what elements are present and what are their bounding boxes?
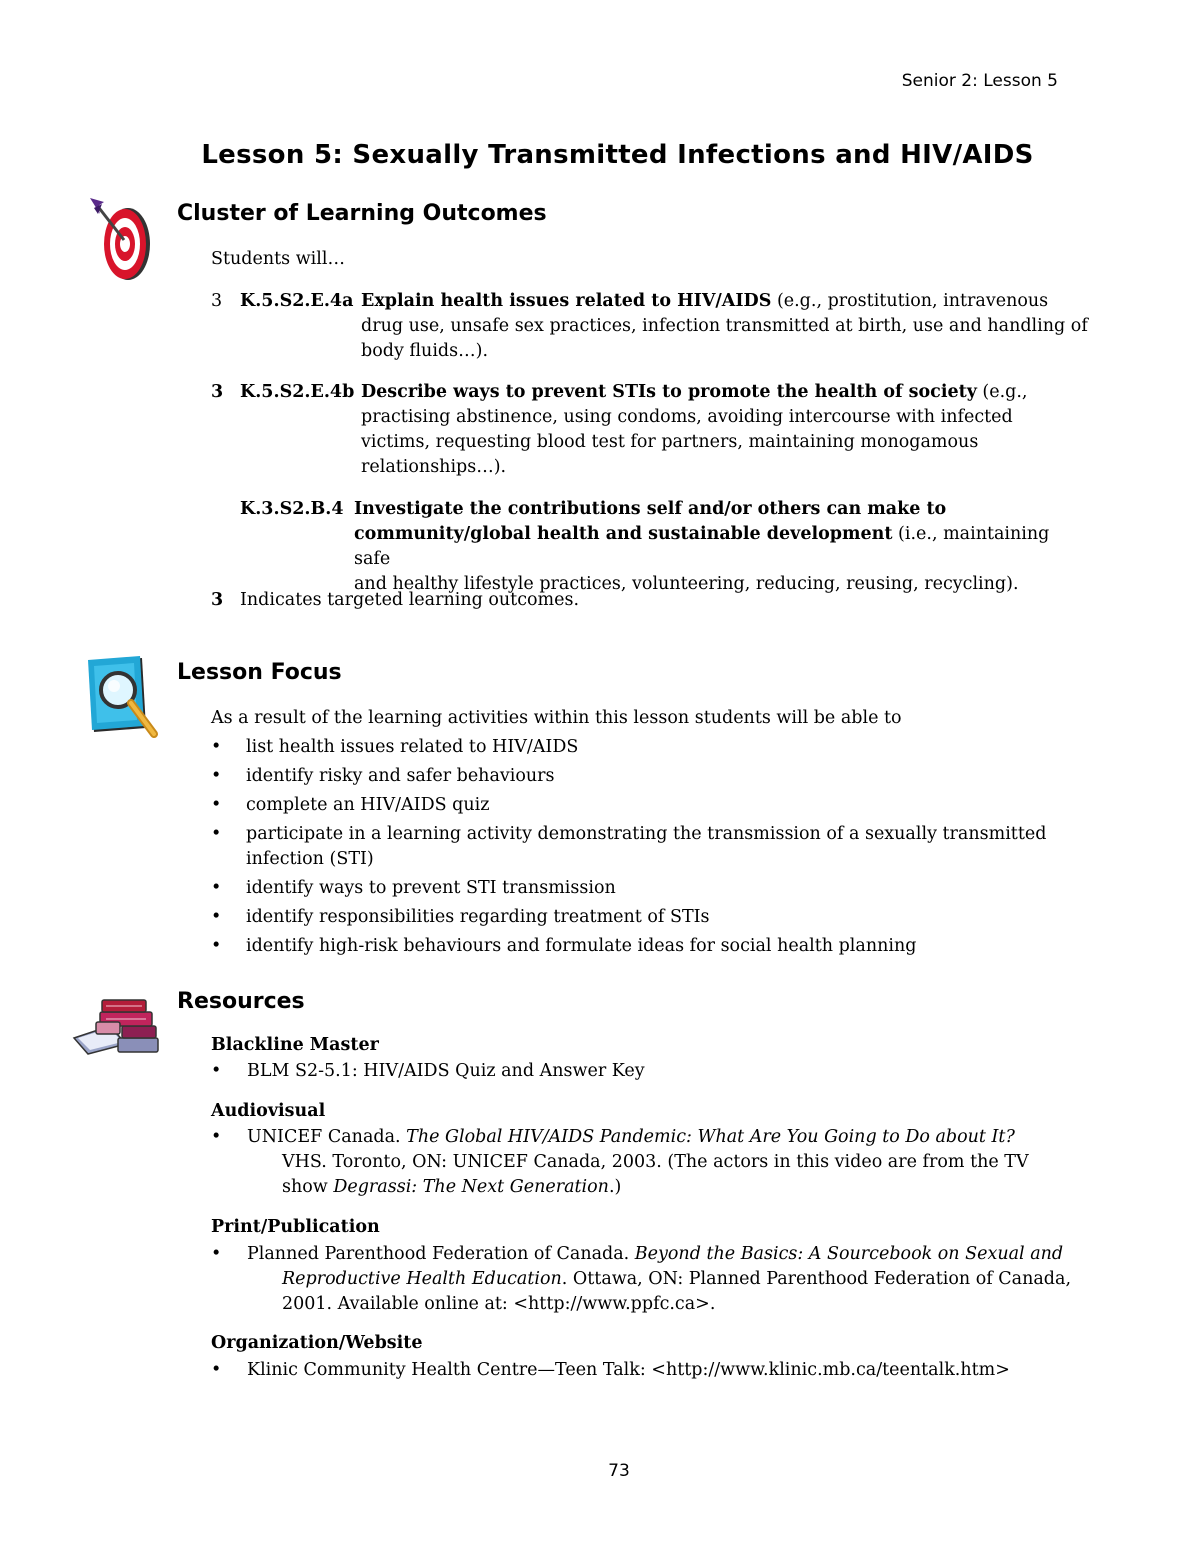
outcome-marker: 3: [211, 291, 223, 311]
resource-item: [211, 1358, 1071, 1383]
focus-intro: As a result of the learning activities within this lesson students will be able to: [211, 708, 902, 728]
resource-item: [211, 1125, 1071, 1200]
outcome-legend: [211, 588, 911, 613]
magnifying-glass-icon: [84, 656, 160, 740]
outcome-bold-text: Investigate the contributions self and/or others can make to: [354, 499, 947, 519]
resource-text: show: [282, 1177, 334, 1197]
print-heading: Print/Publication: [211, 1217, 380, 1237]
resources-heading: Resources: [177, 989, 305, 1014]
outcome-text: relationships…).: [361, 457, 507, 477]
bullet: •: [211, 936, 222, 956]
list-item: • list health issues related to HIV/AIDS: [211, 733, 1071, 762]
outcome-text: victims, requesting blood test for partners, maintaining monogamous: [361, 432, 979, 452]
running-header: Senior 2: Lesson 5: [901, 71, 1058, 91]
blackline-heading: Blackline Master: [211, 1035, 379, 1055]
bullet: •: [211, 824, 222, 844]
outcome-text: (e.g.,: [976, 382, 1028, 402]
bullet: •: [211, 907, 222, 927]
bullet: •: [211, 737, 222, 757]
outcome-text: drug use, unsafe sex practices, infection transmitted at birth, use and handling of: [361, 316, 1088, 336]
list-item: • identify high-risk behaviours and formulate ideas for social health planning: [211, 932, 1071, 961]
outcome-item: [211, 497, 1091, 597]
outcome-text: practising abstinence, using condoms, avoiding intercourse with infected: [361, 407, 1013, 427]
resource-text: Klinic Community Health Centre—Teen Talk: <http://www.klinic.mb.ca/teentalk.htm>: [247, 1360, 1010, 1380]
bullet: •: [211, 1360, 222, 1380]
bullet: •: [211, 878, 222, 898]
bullet: •: [211, 795, 222, 815]
outcome-marker: 3: [211, 382, 224, 402]
outcome-code: K.3.S2.B.4: [240, 499, 344, 519]
outcome-code: K.5.S2.E.4b: [240, 382, 355, 402]
organization-heading: Organization/Website: [211, 1333, 423, 1353]
focus-list: [211, 733, 1071, 961]
resource-text: . Ottawa, ON: Planned Parenthood Federation of Canada,: [561, 1269, 1072, 1289]
resource-text: UNICEF Canada.: [247, 1127, 407, 1147]
audiovisual-heading: Audiovisual: [211, 1101, 326, 1121]
outcome-item: [211, 380, 1091, 480]
resource-item: [211, 1059, 1071, 1084]
outcome-code: K.5.S2.E.4a: [240, 291, 354, 311]
outcome-text: (i.e., maintaining safe: [354, 524, 1050, 569]
resource-title: Reproductive Health Education: [282, 1269, 562, 1289]
focus-heading: Lesson Focus: [177, 660, 342, 685]
resource-title: The Global HIV/AIDS Pandemic: What Are You Going to Do about It?: [406, 1127, 1015, 1147]
list-item: • complete an HIV/AIDS quiz: [211, 791, 1071, 820]
resource-text: Planned Parenthood Federation of Canada.: [247, 1244, 635, 1264]
list-item: • participate in a learning activity demonstrating the transmission of a sexually transmitted infection (STI): [211, 824, 1047, 869]
resource-text: BLM S2-5.1: HIV/AIDS Quiz and Answer Key: [247, 1061, 645, 1081]
legend-marker: 3: [211, 590, 224, 610]
outcome-text: and healthy lifestyle practices, volunteering, reducing, reusing, recycling).: [354, 574, 1019, 594]
bullet: •: [211, 766, 222, 786]
outcomes-heading: Cluster of Learning Outcomes: [177, 201, 547, 226]
resource-title: Beyond the Basics: A Sourcebook on Sexual and: [634, 1244, 1064, 1264]
list-item: • identify ways to prevent STI transmission: [211, 874, 1071, 903]
outcome-text: body fluids…).: [361, 341, 489, 361]
page-title: Lesson 5: Sexually Transmitted Infections and HIV/AIDS: [201, 140, 1034, 170]
resource-item: [211, 1242, 1071, 1317]
bullet: •: [211, 1127, 222, 1147]
page-number: 73: [608, 1461, 630, 1481]
legend-text: Indicates targeted learning outcomes.: [240, 590, 580, 610]
outcome-bold-text: Describe ways to prevent STIs to promote the health of society: [361, 382, 977, 402]
outcomes-intro: Students will…: [211, 249, 345, 269]
outcome-item: [211, 289, 1091, 364]
outcome-bold-text: community/global health and sustainable development: [354, 524, 893, 544]
dart-target-icon: [88, 196, 158, 286]
resource-text: .): [608, 1177, 622, 1197]
list-item: • identify risky and safer behaviours: [211, 762, 1071, 791]
books-stack-icon: [70, 994, 162, 1056]
outcome-text: (e.g., prostitution, intravenous: [771, 291, 1049, 311]
resource-text: VHS. Toronto, ON: UNICEF Canada, 2003. (The actors in this video are from the TV: [282, 1152, 1029, 1172]
bullet: •: [211, 1061, 222, 1081]
bullet: •: [211, 1244, 222, 1264]
resource-text: 2001. Available online at: <http://www.ppfc.ca>.: [282, 1294, 716, 1314]
outcome-bold-text: Explain health issues related to HIV/AIDS: [361, 291, 772, 311]
resource-title: Degrassi: The Next Generation: [333, 1177, 609, 1197]
list-item: • identify responsibilities regarding treatment of STIs: [211, 903, 1071, 932]
